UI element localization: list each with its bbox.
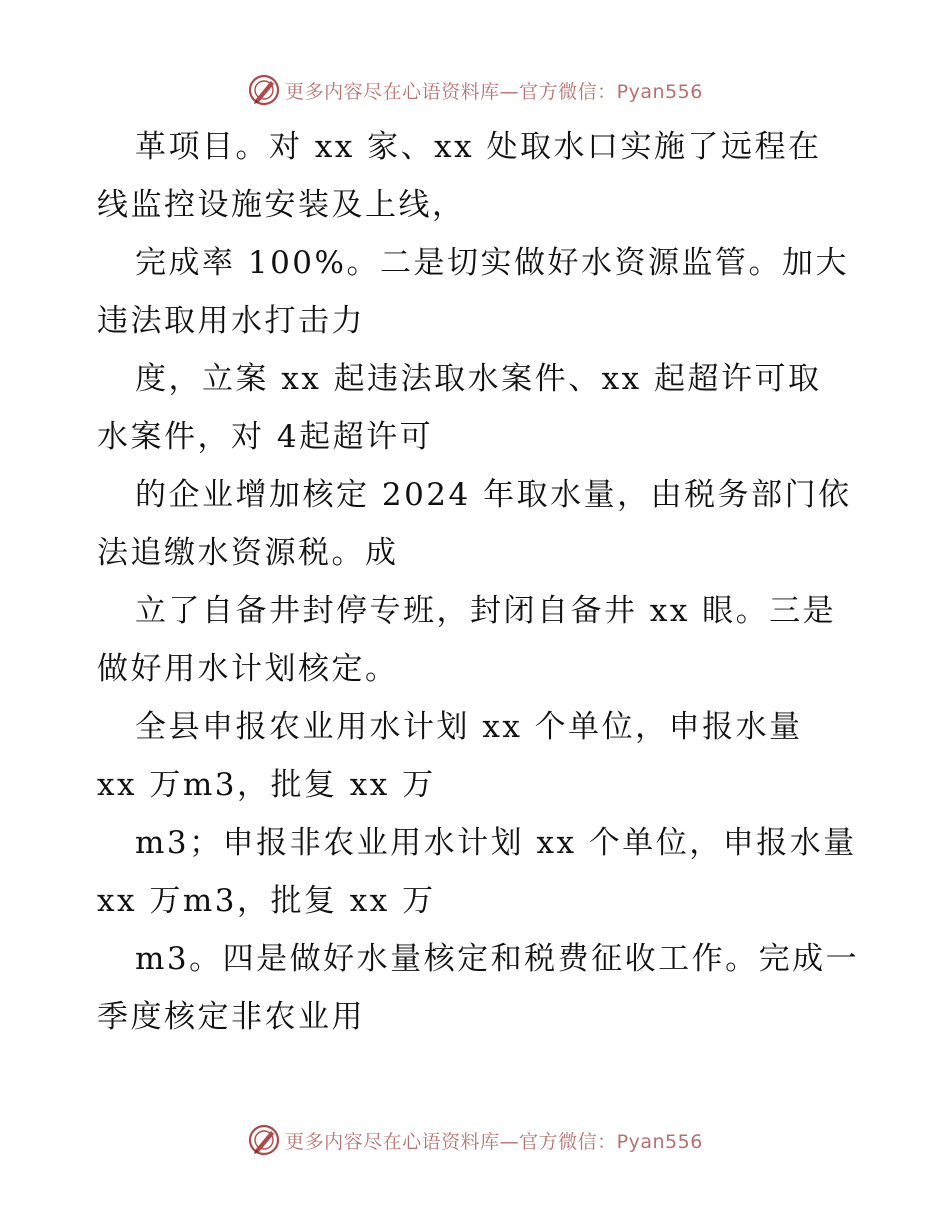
text-line: m3。四是做好水量核定和税费征收工作。完成一 bbox=[135, 941, 860, 977]
text-line: 季度核定非农业用 bbox=[97, 999, 365, 1035]
watermark-text: 更多内容尽在心语资料库—官方微信：Pyan556 bbox=[285, 80, 703, 103]
pen-seal-logo-icon bbox=[247, 1123, 281, 1157]
text-line: 革项目。对 xx 家、xx 处取水口实施了远程在 bbox=[135, 129, 822, 165]
text-line: 水案件，对 4起超许可 bbox=[97, 419, 434, 455]
text-line: 的企业增加核定 2024 年取水量，由税务部门依 bbox=[135, 477, 852, 513]
text-line: 线监控设施安装及上线， bbox=[97, 187, 466, 223]
text-line: 法追缴水资源税。成 bbox=[97, 535, 399, 571]
pen-seal-logo-icon bbox=[247, 73, 281, 107]
text-line: 完成率 100%。二是切实做好水资源监管。加大 bbox=[135, 245, 849, 281]
text-line: 度，立案 xx 起违法取水案件、xx 起超许可取 bbox=[135, 361, 822, 397]
text-line: xx 万m3，批复 xx 万 bbox=[97, 883, 436, 919]
text-line: 全县申报农业用水计划 xx 个单位，申报水量 bbox=[135, 709, 803, 745]
text-line: 违法取用水打击力 bbox=[97, 303, 365, 339]
text-line: m3；申报非农业用水计划 xx 个单位，申报水量 bbox=[135, 825, 857, 861]
document-body bbox=[97, 118, 860, 1046]
footer-watermark bbox=[0, 1120, 950, 1160]
text-line: xx 万m3，批复 xx 万 bbox=[97, 767, 436, 803]
header-watermark bbox=[0, 70, 950, 110]
watermark-text: 更多内容尽在心语资料库—官方微信：Pyan556 bbox=[285, 1130, 703, 1153]
text-line: 立了自备井封停专班，封闭自备井 xx 眼。三是 bbox=[135, 593, 837, 629]
text-line: 做好用水计划核定。 bbox=[97, 651, 399, 687]
